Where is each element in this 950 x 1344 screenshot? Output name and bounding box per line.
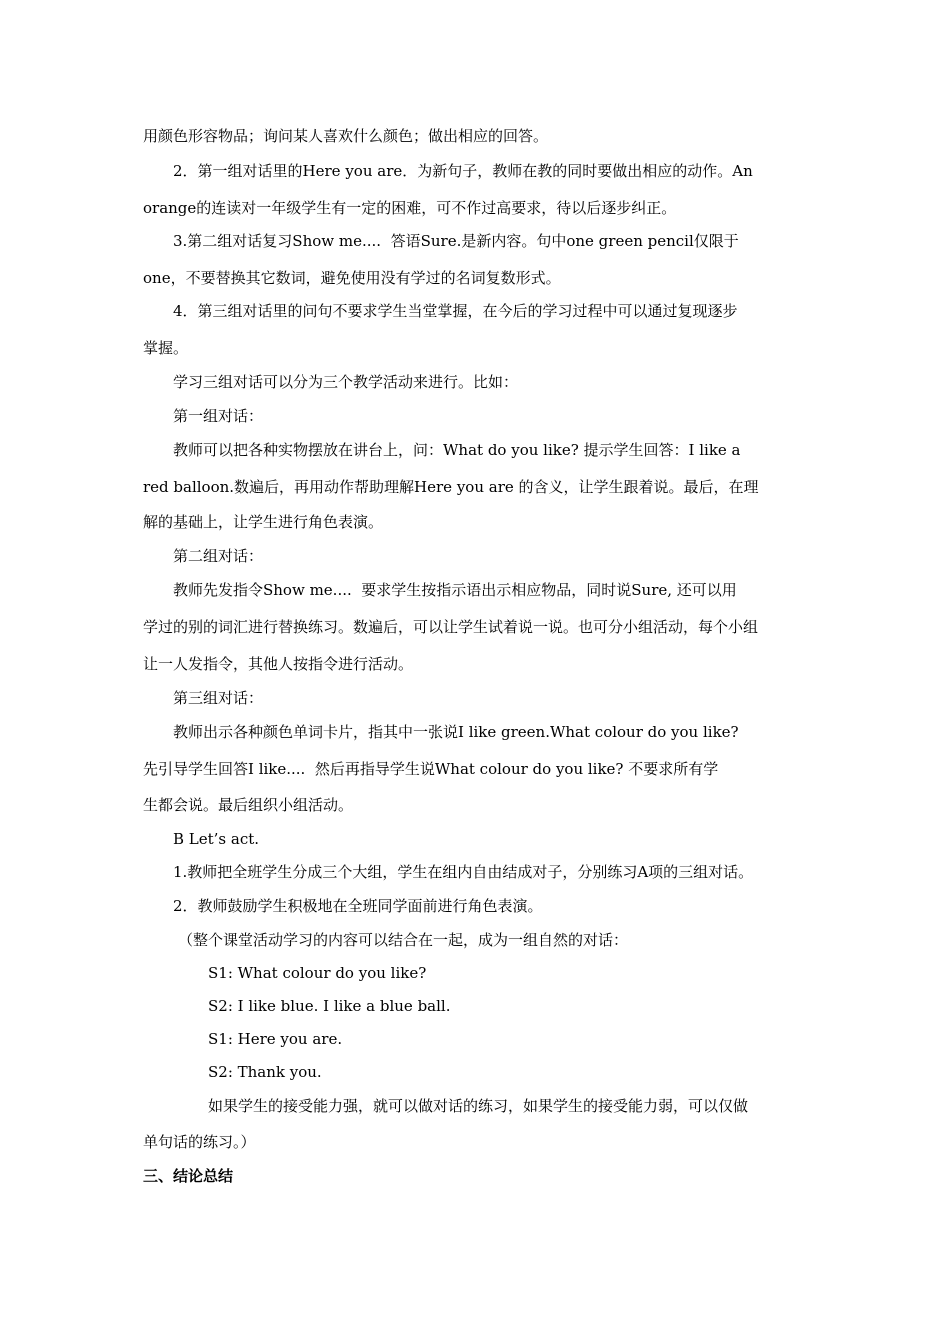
paragraph-line: 学习三组对话可以分为三个教学活动来进行。比如： [173, 373, 519, 391]
paragraph-line: 1.教师把全班学生分成三个大组，学生在组内自由结成对子，分别练习A项的三组对话。 [173, 863, 754, 881]
paragraph-line: 学过的别的词汇进行替换练习。数遍后，可以让学生试着说一说。也可分小组活动，每个小组 [143, 618, 759, 636]
paragraph-line: 单句话的练习。） [143, 1133, 256, 1151]
paragraph-line: 教师先发指令Show me.... 要求学生按指示语出示相应物品，同时说Sure, 还可以用 [173, 581, 737, 599]
section-label: 第二组对话： [173, 547, 264, 565]
dialogue-line: S2: Thank you. [208, 1063, 322, 1081]
dialogue-line: S1: Here you are. [208, 1030, 343, 1048]
paragraph-line: （整个课堂活动学习的内容可以结合在一起，成为一组自然的对话： [178, 931, 629, 949]
section-heading: 三、结论总结 [143, 1167, 234, 1185]
dialogue-line: S2: I like blue. I like a blue ball. [208, 997, 451, 1015]
paragraph-line: 3.第二组对话复习Show me.... 答语Sure.是新内容。句中one green pencil仅限于 [173, 232, 739, 250]
paragraph-line: 用颜色形容物品；询问某人喜欢什么颜色；做出相应的回答。 [143, 127, 549, 145]
paragraph-line: red balloon.数遍后，再用动作帮助理解Here you are 的含义，让学生跟着说。最后，在理 [143, 478, 759, 496]
dialogue-line: S1: What colour do you like? [208, 964, 427, 982]
paragraph-line: 掌握。 [143, 339, 189, 357]
paragraph-line: 生都会说。最后组织小组活动。 [143, 796, 354, 814]
paragraph-line: 教师可以把各种实物摆放在讲台上，问：What do you like? 提示学生回答：I like a [173, 441, 741, 459]
paragraph-line: orange的连读对一年级学生有一定的困难，可不作过高要求，待以后逐步纠正。 [143, 199, 677, 217]
paragraph-line: 教师出示各种颜色单词卡片，指其中一张说I like green.What colour do you like? [173, 723, 739, 741]
paragraph-line: one，不要替换其它数词，避免使用没有学过的名词复数形式。 [143, 269, 561, 287]
paragraph-line: 如果学生的接受能力强，就可以做对话的练习，如果学生的接受能力弱，可以仅做 [208, 1097, 749, 1115]
paragraph-line: 4．第三组对话里的问句不要求学生当堂掌握，在今后的学习过程中可以通过复现逐步 [173, 302, 738, 320]
paragraph-line: 2．第一组对话里的Here you are．为新句子，教师在教的同时要做出相应的动作。An [173, 162, 753, 180]
section-label: 第一组对话： [173, 407, 264, 425]
paragraph-line: 解的基础上，让学生进行角色表演。 [143, 513, 384, 531]
section-label: 第三组对话： [173, 689, 264, 707]
paragraph-line: 2．教师鼓励学生积极地在全班同学面前进行角色表演。 [173, 897, 543, 915]
section-label: B Let’s act. [173, 830, 260, 848]
paragraph-line: 先引导学生回答I like.... 然后再指导学生说What colour do you like? 不要求所有学 [143, 760, 719, 778]
paragraph-line: 让一人发指令，其他人按指令进行活动。 [143, 655, 414, 673]
